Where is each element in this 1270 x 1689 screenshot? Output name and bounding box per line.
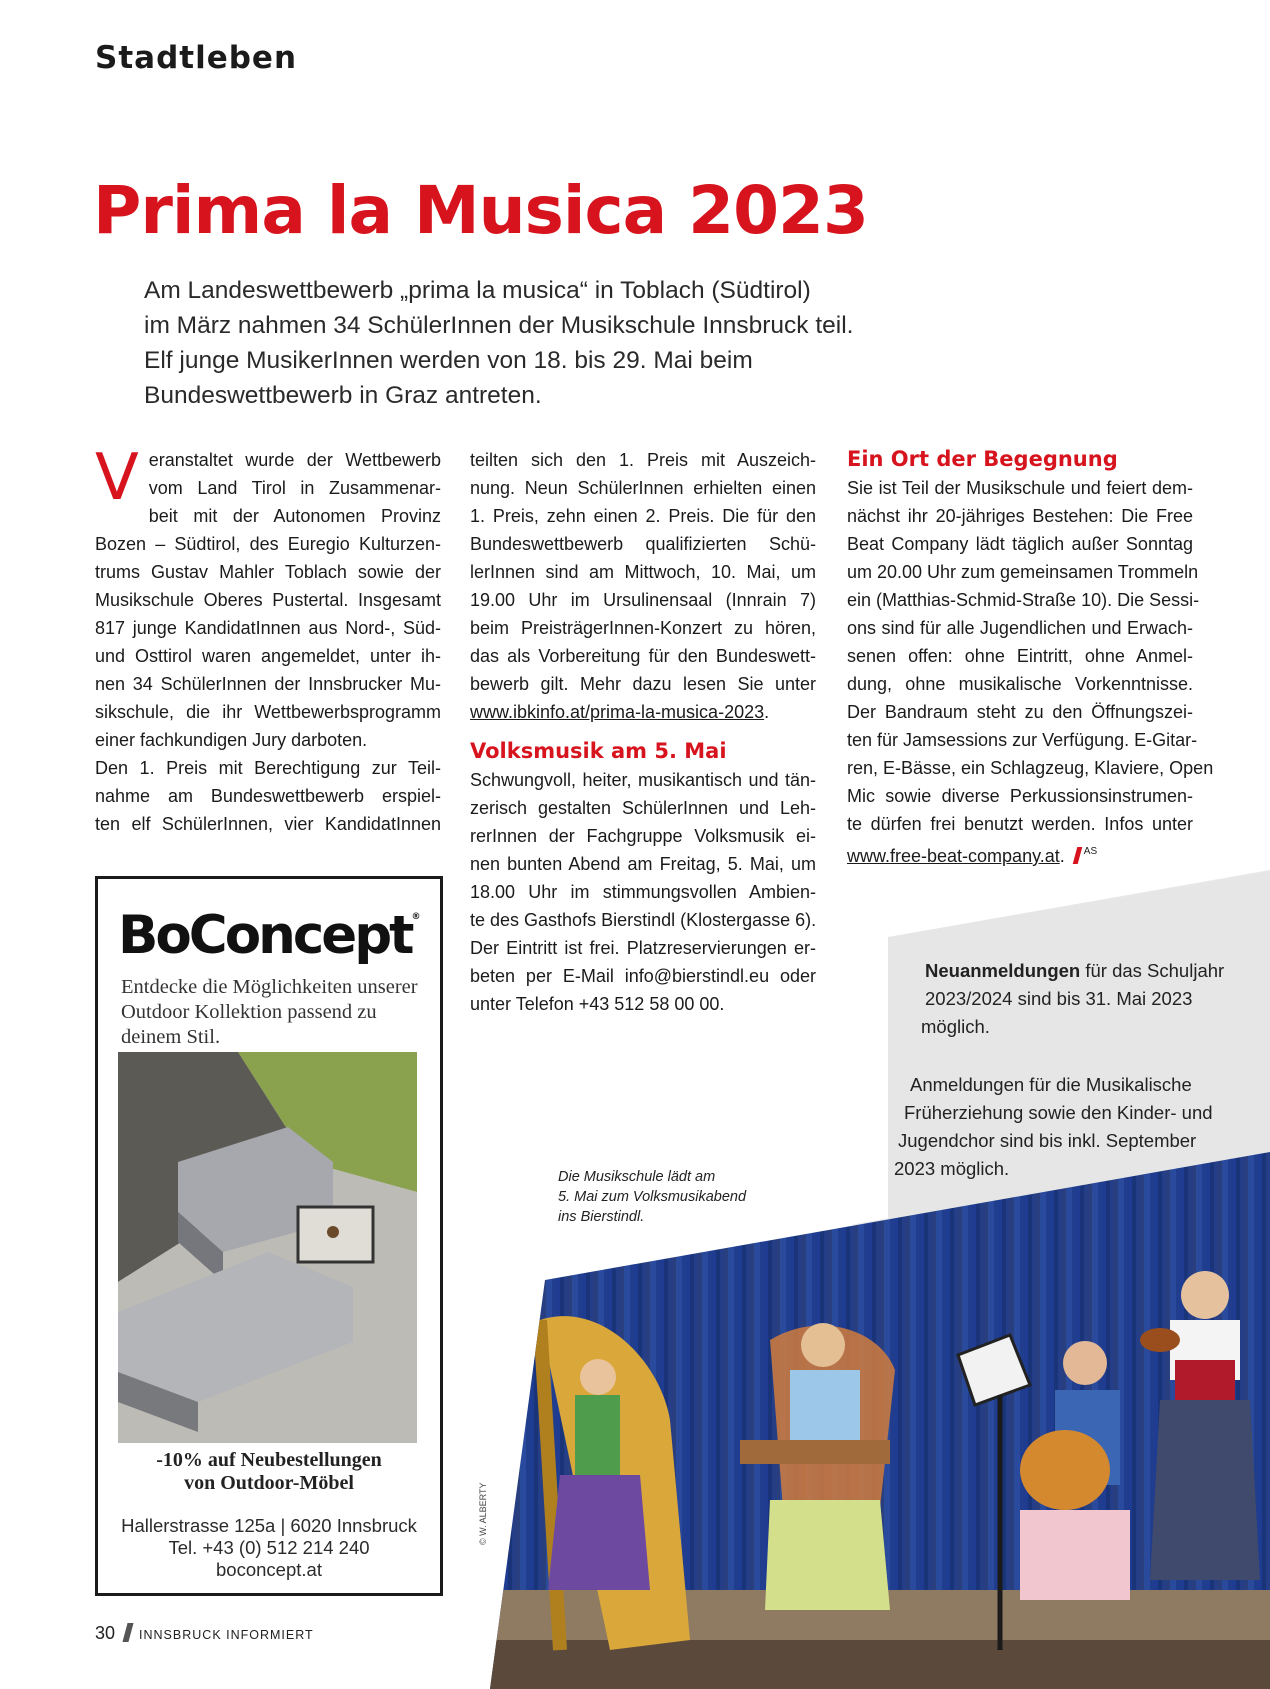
text-line: vom Land Tirol in Zusammenar- xyxy=(148,478,441,498)
text-line: Sie ist Teil der Musikschule und feiert dem- xyxy=(847,478,1193,498)
text-line: Der Bandraum steht zu den Öffnungszei- xyxy=(847,702,1193,722)
offer-line: von Outdoor-Möbel xyxy=(184,1472,354,1494)
text-line: Beat Company lädt täglich außer Sonntag xyxy=(847,534,1193,554)
text-line: bewerb gilt. Mehr dazu lesen Sie unter xyxy=(470,674,816,694)
text-line: dung, ohne musikalische Vorkenntnisse. xyxy=(847,674,1193,694)
text-line: 1. Preis, zehn einen 2. Preis. Die für den xyxy=(470,506,816,526)
info-rest: für das Schuljahr xyxy=(1080,960,1225,981)
text-line: ten für Jamsessions zur Verfügung. E-Gitar- xyxy=(847,730,1198,750)
text-line: Den 1. Preis mit Berechtigung zur Teil- xyxy=(95,758,441,778)
lead-line: Am Landeswettbewerb „prima la musica“ in Toblach (Südtirol) xyxy=(144,277,811,304)
link-period: . xyxy=(1059,846,1065,866)
dropcap: V xyxy=(95,441,139,515)
free-beat-link[interactable]: www.free-beat-company.at xyxy=(847,846,1060,866)
text-line: teilten sich den 1. Preis mit Auszeich- xyxy=(470,450,816,470)
text-line: senen offen: ohne Eintritt, ohne Anmel- xyxy=(847,646,1193,666)
caption-line: Die Musikschule lädt am xyxy=(558,1169,716,1185)
footer-slash-icon xyxy=(122,1623,133,1642)
text-line: Musikschule Oberes Pustertal. Insgesamt xyxy=(95,590,441,610)
text-line: 817 junge KandidatInnen aus Nord-, Süd- xyxy=(95,618,441,638)
text-line: 2023 möglich. xyxy=(894,1158,1010,1179)
lead-line: Bundeswettbewerb in Graz antreten. xyxy=(144,382,542,409)
ad-phone: Tel. +43 (0) 512 214 240 xyxy=(168,1537,370,1558)
ad-offer xyxy=(98,1449,440,1495)
text-line: nung. Neun SchülerInnen erhielten einen xyxy=(470,478,816,498)
logo-mark: ® xyxy=(411,912,421,922)
lead-line: im März nahmen 34 SchülerInnen der Musikschule Innsbruck teil. xyxy=(144,312,854,339)
caption-line: ins Bierstindl. xyxy=(558,1209,645,1225)
text-line: beim PreisträgerInnen-Konzert zu hören, xyxy=(470,618,816,638)
subhead-volksmusik: Volksmusik am 5. Mai xyxy=(470,739,727,763)
text-line: te des Gasthofs Bierstindl (Klostergasse 6). xyxy=(470,910,817,930)
text-line: nahme am Bundeswettbewerb erspiel- xyxy=(95,786,441,806)
text-line: ten elf SchülerInnen, vier KandidatInnen xyxy=(95,814,441,834)
text-line: rerInnen der Fachgruppe Volksmusik ei- xyxy=(470,826,816,846)
ad-website[interactable]: boconcept.at xyxy=(216,1559,322,1580)
text-line: te dürfen frei benutzt werden. Infos unter xyxy=(847,814,1193,834)
outdoor-furniture-photo xyxy=(118,1052,417,1443)
text-line: beten per E-Mail info@bierstindl.eu oder xyxy=(470,966,816,986)
subhead-begegnung: Ein Ort der Begegnung xyxy=(847,447,1118,471)
article-title: Prima la Musica 2023 xyxy=(93,172,868,249)
text-line: Bozen – Südtirol, des Euregio Kulturzen- xyxy=(95,534,441,554)
furniture-illustration xyxy=(118,1052,417,1443)
text-line: trums Gustav Mahler Toblach sowie der xyxy=(95,562,441,582)
text-line: und Osttirol waren angemeldet, unter ih- xyxy=(95,646,441,666)
boconcept-logo xyxy=(118,905,420,966)
text-line: 18.00 Uhr im stimmungsvollen Ambien- xyxy=(470,882,816,902)
text-line: ons sind für alle Jugendlichen und Erwach- xyxy=(847,618,1193,638)
text-line: Schwungvoll, heiter, musikantisch und tän- xyxy=(470,770,816,790)
text-line: nen 34 SchülerInnen der Innsbrucker Mu- xyxy=(95,674,441,694)
text-line: 2023/2024 sind bis 31. Mai 2023 xyxy=(925,988,1193,1009)
text-line: sikschule, die ihr Wettbewerbsprogramm xyxy=(95,702,441,722)
offer-line: -10% auf Neubestellungen xyxy=(156,1449,382,1471)
text-line: Mic sowie diverse Perkussionsinstrumen- xyxy=(847,786,1193,806)
text-line: unter Telefon +43 512 58 00 00. xyxy=(470,994,725,1014)
text-line: beit mit der Autonomen Provinz xyxy=(148,506,441,526)
boconcept-ad[interactable] xyxy=(95,876,443,1596)
text-line: nächst ihr 20-jähriges Bestehen: Die Free xyxy=(847,506,1193,526)
page-footer xyxy=(95,1623,314,1644)
text-line: ren, E-Bässe, ein Schlagzeug, Klaviere, Open xyxy=(847,758,1214,778)
text-line: das als Vorbereitung für den Bundeswett- xyxy=(470,646,816,666)
caption-line: 5. Mai zum Volksmusikabend xyxy=(558,1189,747,1205)
magazine-name: INNSBRUCK INFORMIERT xyxy=(139,1628,314,1642)
text-line: einer fachkundigen Jury darboten. xyxy=(95,730,368,750)
page-number: 30 xyxy=(95,1623,116,1643)
ad-tagline: Entdecke die Möglichkeiten unserer Outdoor Kollektion passend zu deinem Stil. xyxy=(121,976,418,1048)
text-line: Jugendchor sind bis inkl. September xyxy=(898,1130,1197,1151)
text-line: 19.00 Uhr im Ursulinensaal (Innrain 7) xyxy=(470,590,816,610)
prima-la-musica-link[interactable]: www.ibkinfo.at/prima-la-musica-2023 xyxy=(470,702,765,722)
text-line: Anmeldungen für die Musikalische xyxy=(910,1074,1192,1095)
lead-line: Elf junge MusikerInnen werden von 18. bis 29. Mai beim xyxy=(144,347,753,374)
text-line: Früherziehung sowie den Kinder- und xyxy=(904,1102,1213,1123)
ad-address: Hallerstrasse 125a | 6020 Innsbruck xyxy=(121,1515,417,1536)
text-line: um 20.00 Uhr zum gemeinsamen Trommeln xyxy=(847,562,1199,582)
author-initials: AS xyxy=(1083,846,1098,857)
link-period: . xyxy=(764,702,770,722)
text-line: eranstaltet wurde der Wettbewerb xyxy=(148,450,441,470)
ad-contact xyxy=(98,1515,440,1581)
photo-credit: © W. ALBERTY xyxy=(478,1482,488,1545)
text-line: zerisch gestalten SchülerInnen und Leh- xyxy=(470,798,816,818)
logo-text: BoConcept xyxy=(118,905,412,966)
text-line: nen bunten Abend am Freitag, 5. Mai, um xyxy=(470,854,816,874)
text-line: Bundeswettbewerb qualifizierten Schü- xyxy=(470,534,816,554)
text-line: lerInnen sind am Mittwoch, 10. Mai, um xyxy=(470,562,816,582)
text-line: ein (Matthias-Schmid-Straße 10). Die Sessi- xyxy=(847,590,1200,610)
text-line: Der Eintritt ist frei. Platzreservierungen er- xyxy=(470,938,816,958)
info-bold: Neuanmeldungen xyxy=(925,960,1081,981)
text-line: möglich. xyxy=(921,1016,990,1037)
section-label: Stadtleben xyxy=(95,40,298,76)
